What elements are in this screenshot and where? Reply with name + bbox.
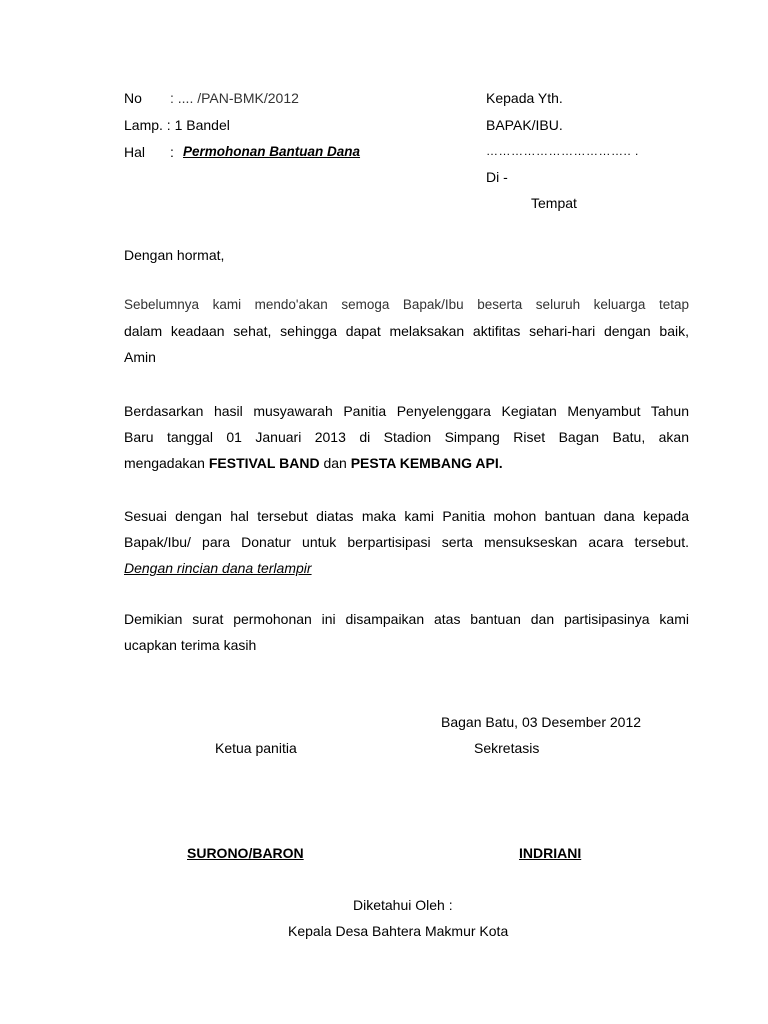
- paragraph-closing: [124, 606, 689, 658]
- event-name-fireworks: PESTA KEMBANG API.: [350, 455, 503, 471]
- signatory-left-title: Ketua panitia: [215, 740, 297, 756]
- event-name-festival: FESTIVAL BAND: [208, 455, 320, 471]
- signatory-right-title: Sekretasis: [474, 740, 540, 756]
- salutation: Dengan hormat,: [124, 247, 225, 263]
- recipient-dots: …………………………….. .: [486, 144, 639, 158]
- paragraph-line: Baru tanggal 01 Januari 2013 di Stadion Simpang Riset Bagan Batu, akan: [124, 429, 689, 445]
- signatory-left-name: SURONO/BARON: [187, 845, 304, 861]
- approval-label: Diketahui Oleh :: [353, 897, 453, 913]
- paragraph-line: dalam keadaan sehat, sehingga dapat melaksakan aktifitas sehari-hari dengan baik,: [124, 323, 689, 339]
- letter-number-value: : .... /PAN-BMK/2012: [170, 90, 299, 106]
- attachment-note: Dengan rincian dana terlampir: [124, 560, 312, 576]
- paragraph-line: Berdasarkan hasil musyawarah Panitia Penyelenggara Kegiatan Menyambut Tahun: [124, 403, 689, 419]
- paragraph-line: [124, 450, 689, 476]
- recipient-place: Tempat: [531, 195, 577, 211]
- paragraph-text: mengadakan: [124, 455, 209, 471]
- paragraph-opening: [124, 292, 689, 370]
- attachment-line: Lamp. : 1 Bandel: [124, 117, 230, 133]
- paragraph-line: ucapkan terima kasih: [124, 637, 257, 653]
- subject-value: Permohonan Bantuan Dana: [183, 144, 361, 159]
- recipient-name: BAPAK/IBU.: [486, 117, 563, 133]
- paragraph-line: Demikian surat permohonan ini disampaikan atas bantuan dan partisipasinya kami: [124, 611, 689, 627]
- signatory-right-name: INDRIANI: [519, 845, 582, 861]
- paragraph-text: dan: [319, 455, 351, 471]
- recipient-greeting: Kepada Yth.: [486, 90, 563, 106]
- paragraph-line: Sebelumnya kami mendo'akan semoga Bapak/Ibu beserta seluruh keluarga tetap: [124, 297, 689, 312]
- subject-label: Hal: [124, 144, 146, 160]
- place-date: Bagan Batu, 03 Desember 2012: [441, 714, 642, 730]
- subject-colon: :: [170, 144, 174, 160]
- recipient-location: Di -: [486, 169, 508, 185]
- approval-official: Kepala Desa Bahtera Makmur Kota: [288, 923, 509, 939]
- paragraph-request: [124, 503, 689, 581]
- paragraph-event: [124, 398, 689, 476]
- letter-number-label: No: [124, 90, 142, 106]
- paragraph-line: Amin: [124, 349, 156, 365]
- paragraph-line: Bapak/Ibu/ para Donatur untuk berpartisipasi serta mensukseskan acara tersebut.: [124, 534, 689, 550]
- paragraph-line: Sesuai dengan hal tersebut diatas maka kami Panitia mohon bantuan dana kepada: [124, 508, 689, 524]
